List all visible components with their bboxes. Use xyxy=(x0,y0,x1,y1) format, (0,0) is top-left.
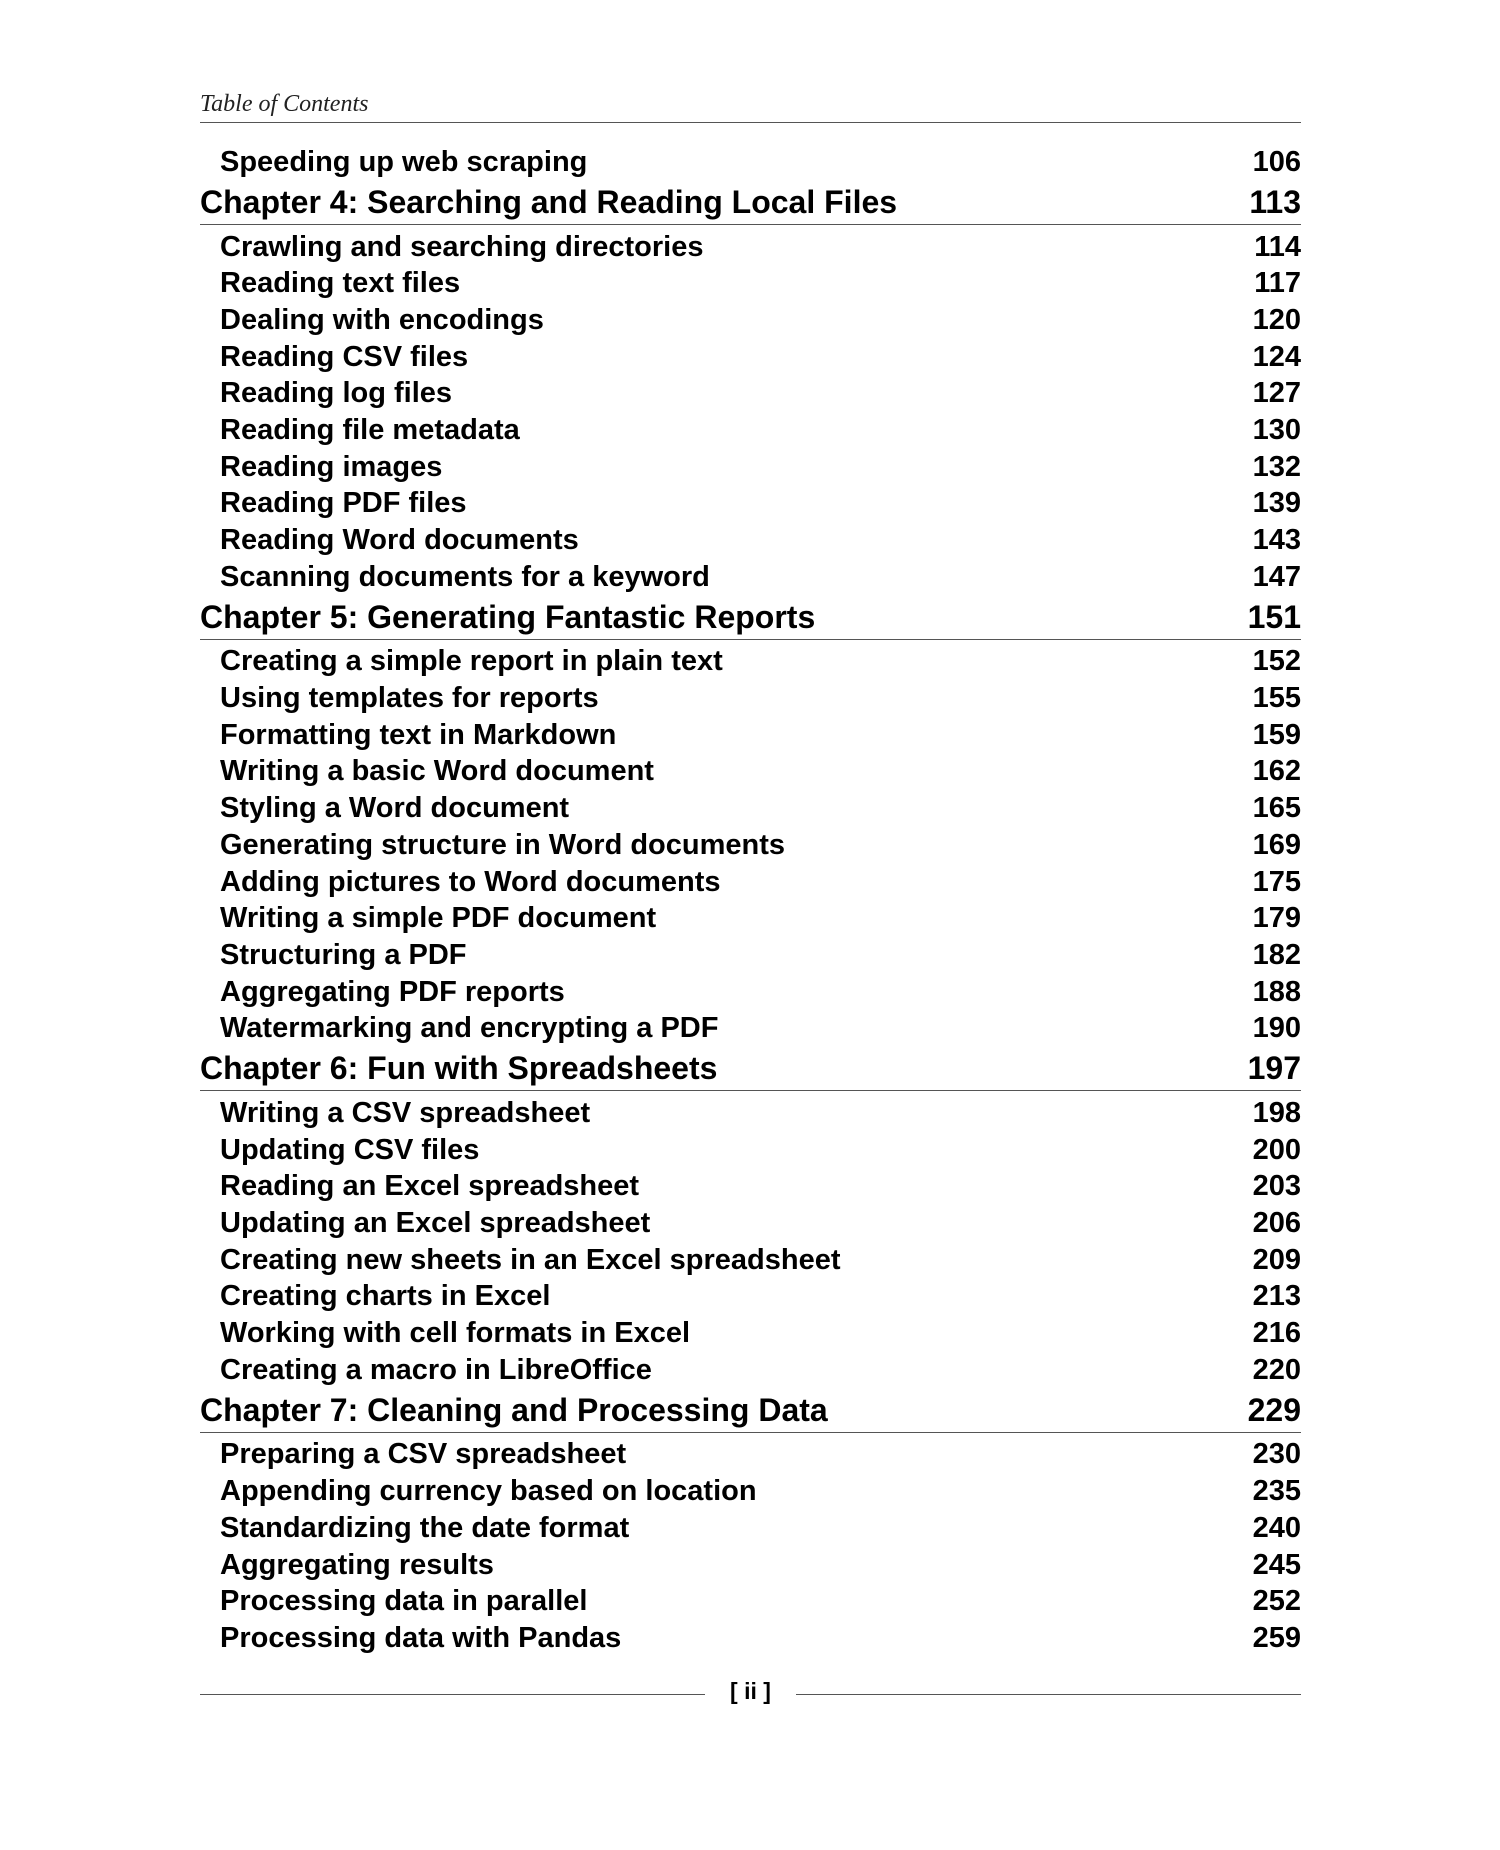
toc-entry-row xyxy=(200,1279,1301,1316)
toc-entry-row xyxy=(200,559,1301,596)
toc-entry-row xyxy=(200,1132,1301,1169)
section-title: Reading CSV files xyxy=(220,340,469,373)
section-title: Generating structure in Word documents xyxy=(220,828,786,861)
footer-page-number: [ ii ] xyxy=(730,1678,771,1704)
toc-entry-row xyxy=(200,1473,1301,1510)
toc-entry-row xyxy=(200,522,1301,559)
toc-entry-row xyxy=(200,1510,1301,1547)
toc-entry-row xyxy=(200,1205,1301,1242)
page-number: 151 xyxy=(1247,598,1301,635)
page-number: 139 xyxy=(1252,487,1301,520)
section-title: Reading file metadata xyxy=(220,413,520,446)
toc-entry-row xyxy=(200,1315,1301,1352)
section-title: Aggregating results xyxy=(220,1548,494,1581)
toc-entry-row xyxy=(200,1242,1301,1279)
toc-entry-row xyxy=(200,790,1301,827)
toc-entry-row xyxy=(200,265,1301,302)
toc-entry-row xyxy=(200,864,1301,901)
toc-entry-row xyxy=(200,339,1301,376)
page-number: 209 xyxy=(1252,1243,1301,1276)
toc-chapter-row xyxy=(200,1391,1301,1433)
section-title: Appending currency based on location xyxy=(220,1475,757,1508)
section-title: Creating new sheets in an Excel spreadsheet xyxy=(220,1243,841,1276)
section-title: Formatting text in Markdown xyxy=(220,718,617,751)
section-title: Crawling and searching directories xyxy=(220,230,704,263)
page-number: 120 xyxy=(1252,303,1301,336)
page-number: 203 xyxy=(1252,1170,1301,1203)
toc-entry-row xyxy=(200,937,1301,974)
section-title: Dealing with encodings xyxy=(220,303,544,336)
page-number: 152 xyxy=(1252,645,1301,678)
page-number: 188 xyxy=(1252,975,1301,1008)
page-footer xyxy=(200,1676,1301,1710)
toc-entry-row xyxy=(200,1352,1301,1389)
section-title: Scanning documents for a keyword xyxy=(220,560,710,593)
page-number: 182 xyxy=(1252,938,1301,971)
toc-entry-row xyxy=(200,680,1301,717)
page-number: 245 xyxy=(1252,1548,1301,1581)
page-number: 213 xyxy=(1252,1280,1301,1313)
page-number: 235 xyxy=(1252,1475,1301,1508)
toc-entry-row xyxy=(200,717,1301,754)
page-number: 155 xyxy=(1252,682,1301,715)
page-number: 220 xyxy=(1252,1353,1301,1386)
section-title: Creating charts in Excel xyxy=(220,1280,551,1313)
page-number: 259 xyxy=(1252,1621,1301,1654)
page-number: 169 xyxy=(1252,828,1301,861)
section-title: Reading images xyxy=(220,450,443,483)
section-title: Processing data with Pandas xyxy=(220,1621,622,1654)
toc-entry-row xyxy=(200,754,1301,791)
section-title: Styling a Word document xyxy=(220,792,570,825)
toc-entry-row xyxy=(200,375,1301,412)
page-number: 252 xyxy=(1252,1585,1301,1618)
toc-entry-row xyxy=(200,1010,1301,1047)
section-title: Structuring a PDF xyxy=(220,938,467,971)
section-title: Aggregating PDF reports xyxy=(220,975,565,1008)
page-number: 159 xyxy=(1252,718,1301,751)
toc-entry-row xyxy=(200,1583,1301,1620)
page-number: 143 xyxy=(1252,524,1301,557)
chapter-title: Chapter 7: Cleaning and Processing Data xyxy=(200,1391,828,1428)
page-number: 165 xyxy=(1252,792,1301,825)
toc-entry-row xyxy=(200,144,1301,181)
page-number: 198 xyxy=(1252,1096,1301,1129)
page-number: 162 xyxy=(1252,755,1301,788)
section-title: Reading text files xyxy=(220,267,461,300)
section-title: Updating CSV files xyxy=(220,1133,480,1166)
section-title: Using templates for reports xyxy=(220,682,599,715)
chapter-title: Chapter 5: Generating Fantastic Reports xyxy=(200,598,816,635)
section-title: Reading an Excel spreadsheet xyxy=(220,1170,640,1203)
toc-entry-row xyxy=(200,1437,1301,1474)
toc-entry-row xyxy=(200,974,1301,1011)
toc-entry-row xyxy=(200,1547,1301,1584)
page-number: 216 xyxy=(1252,1317,1301,1350)
page-number: 147 xyxy=(1252,560,1301,593)
toc-entry-row xyxy=(200,412,1301,449)
toc-entry-row xyxy=(200,486,1301,523)
page-number: 117 xyxy=(1254,267,1301,300)
page-number: 175 xyxy=(1252,865,1301,898)
running-header xyxy=(200,92,1301,123)
section-title: Writing a CSV spreadsheet xyxy=(220,1096,591,1129)
chapter-title: Chapter 6: Fun with Spreadsheets xyxy=(200,1050,718,1087)
page-number: 130 xyxy=(1252,413,1301,446)
section-title: Speeding up web scraping xyxy=(220,145,588,178)
section-title: Working with cell formats in Excel xyxy=(220,1317,691,1350)
toc-entry-row xyxy=(200,644,1301,681)
section-title: Watermarking and encrypting a PDF xyxy=(220,1012,719,1045)
toc-chapter-row xyxy=(200,1049,1301,1091)
page-number: 229 xyxy=(1247,1391,1301,1428)
section-title: Creating a simple report in plain text xyxy=(220,645,723,678)
section-title: Adding pictures to Word documents xyxy=(220,865,721,898)
chapter-title: Chapter 4: Searching and Reading Local Files xyxy=(200,183,898,220)
section-title: Updating an Excel spreadsheet xyxy=(220,1207,651,1240)
toc-chapter-row xyxy=(200,183,1301,225)
footer-rule-right xyxy=(796,1694,1301,1695)
page-number: 114 xyxy=(1254,230,1301,263)
toc-entry-row xyxy=(200,229,1301,266)
page-number: 124 xyxy=(1252,340,1301,373)
section-title: Preparing a CSV spreadsheet xyxy=(220,1438,627,1471)
toc-entry-row xyxy=(200,302,1301,339)
toc-entry-row xyxy=(200,900,1301,937)
page-number: 132 xyxy=(1252,450,1301,483)
page-number: 200 xyxy=(1252,1133,1301,1166)
section-title: Standardizing the date format xyxy=(220,1511,630,1544)
section-title: Writing a simple PDF document xyxy=(220,902,657,935)
toc-entry-row xyxy=(200,1620,1301,1657)
page-number: 190 xyxy=(1252,1012,1301,1045)
page-number: 240 xyxy=(1252,1511,1301,1544)
page-number: 113 xyxy=(1249,183,1301,220)
page-number: 179 xyxy=(1252,902,1301,935)
section-title: Reading Word documents xyxy=(220,524,579,557)
section-title: Processing data in parallel xyxy=(220,1585,588,1618)
header-title: Table of Contents xyxy=(200,91,369,117)
page-number: 230 xyxy=(1252,1438,1301,1471)
toc-entry-row xyxy=(200,449,1301,486)
page-number: 106 xyxy=(1252,145,1301,178)
section-title: Reading PDF files xyxy=(220,487,467,520)
section-title: Creating a macro in LibreOffice xyxy=(220,1353,652,1386)
toc-entry-row xyxy=(200,1169,1301,1206)
toc-chapter-row xyxy=(200,598,1301,640)
page-number: 206 xyxy=(1252,1207,1301,1240)
toc-entry-row xyxy=(200,1095,1301,1132)
page-number: 197 xyxy=(1247,1050,1301,1087)
section-title: Writing a basic Word document xyxy=(220,755,654,788)
section-title: Reading log files xyxy=(220,377,453,410)
page-number: 127 xyxy=(1252,377,1301,410)
toc-entry-row xyxy=(200,827,1301,864)
table-of-contents xyxy=(200,144,1301,1657)
